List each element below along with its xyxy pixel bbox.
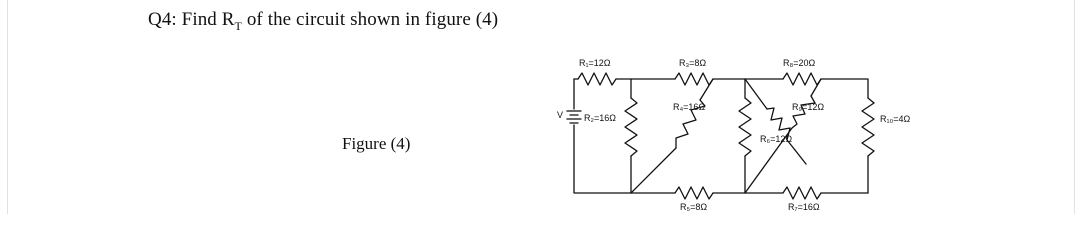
source-label: V [557, 110, 564, 120]
label-r7: R₇=16Ω [788, 202, 820, 212]
resistor-r3 [675, 73, 713, 85]
figure-label: Figure (4) [342, 134, 411, 153]
resistor-r10 [862, 98, 874, 156]
resistor-r5 [675, 187, 713, 199]
r4-wire [631, 79, 713, 193]
label-r4: R₄=16Ω [673, 102, 706, 112]
label-r3: R₃=8Ω [679, 58, 707, 68]
label-r8: R₈=20Ω [783, 58, 816, 68]
label-r10: R₁₀=4Ω [880, 114, 911, 124]
left-wire-bottom [574, 125, 675, 193]
label-r6: R₆=12Ω [760, 134, 793, 144]
label-r5: R₅=8Ω [680, 202, 708, 212]
label-r2: R₂=16Ω [584, 113, 616, 123]
label-r1: R₁=12Ω [579, 58, 611, 68]
resistor-r9 [792, 96, 815, 128]
resistor-r2 [625, 98, 637, 156]
label-r9: R₉=12Ω [792, 102, 825, 112]
resistor-r7 [783, 187, 821, 199]
question-subscript: T [234, 18, 242, 33]
resistor-r8 [783, 73, 821, 85]
resistor-r1 [578, 73, 616, 85]
question-prefix: Q4: Find R [148, 9, 235, 30]
top-wire-right [821, 79, 868, 98]
middle-vertical-resistor [739, 98, 751, 156]
question-suffix: of the circuit shown in figure (4) [241, 9, 499, 30]
